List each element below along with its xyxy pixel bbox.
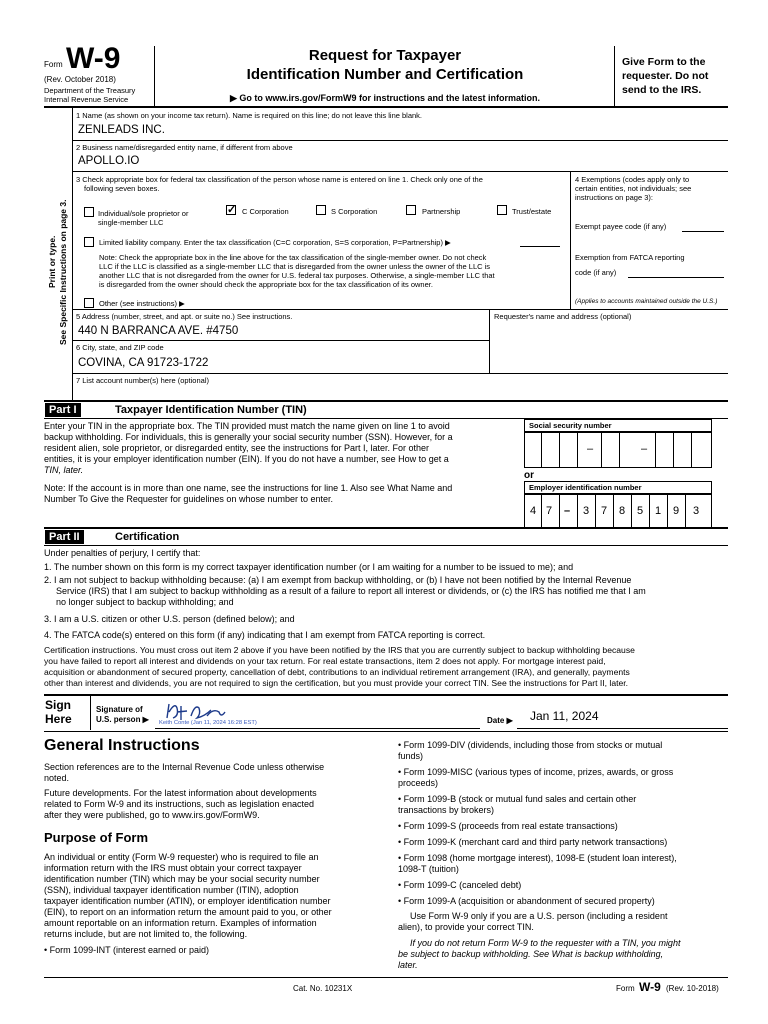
purpose-6: (EIN), to report on an information return the amount paid to you, or other	[44, 907, 332, 917]
cert-item-2b: Service (IRS) that I am subject to backup withholding as a result of a failure to report all interest or dividends, or (c) the IRS has notified me that I am	[56, 586, 646, 596]
cert-instructions-2: you have failed to report all interest and dividends on your tax return. For real estate transactions, item 2 does not apply. For mortgage interest paid,	[44, 656, 606, 666]
signature-field[interactable]	[155, 698, 285, 728]
bullet-1098-a: • Form 1098 (home mortgage interest), 1098-E (student loan interest),	[398, 853, 677, 863]
checkmark-icon: ✓	[227, 204, 237, 216]
line1-name-field[interactable]: ZENLEADS INC.	[78, 124, 165, 136]
cert-instructions-4: other than interest and dividends, you are not required to sign the certification, but you must provide your correct TIN. See the instructions for Part II, later.	[44, 678, 629, 688]
see-specific-instructions: See Specific Instructions on page 3.	[58, 199, 68, 345]
or-label: or	[524, 470, 534, 481]
date-field[interactable]: Jan 11, 2024	[530, 709, 599, 723]
trust-label: Trust/estate	[512, 207, 552, 216]
bullet-1099-div-a: • Form 1099-DIV (dividends, including those from stocks or mutual	[398, 740, 663, 750]
individual-label-b: single-member LLC	[98, 218, 164, 227]
print-or-type: Print or type.	[47, 235, 57, 288]
line6-label: 6 City, state, and ZIP code	[76, 343, 164, 352]
signature-caption: Keith Conte (Jan 11, 2024 16:28 EST)	[159, 720, 257, 726]
ein-digit: 1	[654, 505, 662, 517]
bullet-1099-misc-a: • Form 1099-MISC (various types of income, prizes, awards, or gross	[398, 767, 674, 777]
address-field[interactable]: 440 N BARRANCA AVE. #4750	[78, 325, 239, 337]
cert-item-4: 4. The FATCA code(s) entered on this form (if any) indicating that I am exempt from FATCA reporting is correct.	[44, 630, 486, 640]
fatca-applies-note: (Applies to accounts maintained outside the U.S.)	[575, 298, 718, 305]
bullet-1099-a: • Form 1099-A (acquisition or abandonment of secured property)	[398, 896, 655, 906]
partnership-checkbox[interactable]	[406, 205, 416, 215]
part1-para-3: resident alien, sole proprietor, or disregarded entity, see the instructions for Part I, later. For other	[44, 443, 430, 453]
general-instructions-heading: General Instructions	[44, 737, 200, 754]
ein-digit: 3	[692, 505, 700, 517]
footer-form-word: Form	[616, 984, 635, 993]
line2-label: 2 Business name/disregarded entity name, if different from above	[76, 143, 293, 152]
line1-label: 1 Name (as shown on your income tax return). Name is required on this line; do not leave this line blank.	[76, 111, 423, 120]
exempt-payee-field[interactable]	[682, 231, 724, 232]
part1-note-1: Note: If the account is in more than one name, see the instructions for line 1. Also see What Name and	[44, 483, 453, 493]
sign-label: Sign	[45, 698, 71, 712]
llc-note-2: LLC if the LLC is classified as a single-member LLC that is disregarded from the owner unless the owner of the LLC is	[99, 262, 491, 271]
title-line1: Request for Taxpayer	[308, 47, 462, 64]
cert-item-3: 3. I am a U.S. citizen or other U.S. person (defined below); and	[44, 614, 295, 624]
line5-label: 5 Address (number, street, and apt. or suite no.) See instructions.	[76, 312, 293, 321]
cert-item-1: 1. The number shown on this form is my correct taxpayer identification number (or I am waiting for a number to be issued to me); and	[44, 562, 574, 572]
ssn-dash-2: –	[641, 443, 648, 455]
fatca-label-1: Exemption from FATCA reporting	[575, 253, 685, 262]
footer-revision: (Rev. 10-2018)	[666, 984, 719, 993]
ein-field[interactable]	[524, 494, 712, 528]
ein-digit: 8	[618, 505, 626, 517]
exemptions-label-2: certain entities, not individuals; see	[575, 184, 692, 193]
part1-title: Taxpayer Identification Number (TIN)	[115, 404, 307, 416]
exemptions-label-1: 4 Exemptions (codes apply only to	[575, 175, 690, 184]
fatca-code-field[interactable]	[628, 277, 724, 278]
ein-digit: 9	[672, 505, 680, 517]
signature-label-2: U.S. person ▶	[96, 715, 149, 724]
part1-para-5: TIN, later.	[44, 465, 84, 475]
llc-classification-field[interactable]	[520, 246, 560, 247]
purpose-5: taxpayer identification number (ATIN), or employer identification number	[44, 896, 331, 906]
ein-digit: 3	[582, 505, 590, 517]
cert-item-2c: no longer subject to backup withholding; and	[56, 597, 234, 607]
part1-tag: Part I	[45, 403, 81, 417]
footer-form-number: W-9	[639, 980, 661, 994]
title-line2: Identification Number and Certification	[246, 66, 524, 83]
ssn-field[interactable]	[524, 432, 712, 468]
ein-digit: 4	[529, 505, 537, 517]
bullet-1099-misc-b: proceeds)	[398, 778, 439, 788]
purpose-4: (SSN), individual taxpayer identification number (ITIN), adoption	[44, 885, 299, 895]
other-checkbox[interactable]	[84, 298, 94, 308]
gen-para-1a: Section references are to the Internal Revenue Code unless otherwise	[44, 762, 325, 772]
backup-note-b: be subject to backup withholding. See What is backup withholding,	[398, 949, 664, 959]
give-form-notice: Give Form to the requester. Do not send to the IRS.	[622, 56, 709, 96]
form-word: Form	[44, 60, 63, 69]
bullet-1099-s: • Form 1099-S (proceeds from real estate transactions)	[398, 821, 618, 831]
cert-item-2a: 2. I am not subject to backup withholding because: (a) I am exempt from backup withholding, or (b) I have not been notified by the Internal Revenue	[44, 575, 632, 585]
purpose-1: An individual or entity (Form W-9 requester) who is required to file an	[44, 852, 319, 862]
purpose-3: identification number (TIN) which may be your social security number	[44, 874, 320, 884]
part1-para-1: Enter your TIN in the appropriate box. The TIN provided must match the name given on line 1 to avoid	[44, 421, 450, 431]
line3-label-a: 3 Check appropriate box for federal tax classification of the person whose name is entered on line 1. Check only one of the	[76, 175, 483, 184]
fatca-label-2: code (if any)	[575, 268, 617, 277]
ein-digit: 5	[636, 505, 644, 517]
date-label: Date ▶	[487, 716, 513, 725]
partnership-label: Partnership	[422, 207, 461, 216]
part1-note-2: Number To Give the Requester for guidelines on whose number to enter.	[44, 494, 333, 504]
llc-label: Limited liability company. Enter the tax classification (C=C corporation, S=S corporation, P=Partnership) ▶	[99, 238, 451, 247]
bullet-1099-k: • Form 1099-K (merchant card and third party network transactions)	[398, 837, 668, 847]
trust-checkbox[interactable]	[497, 205, 507, 215]
purpose-heading: Purpose of Form	[44, 830, 149, 845]
requester-label: Requester's name and address (optional)	[494, 312, 632, 321]
ein-label-box	[524, 481, 712, 494]
signature-label-1: Signature of	[96, 705, 143, 714]
bullet-1098-b: 1098-T (tuition)	[398, 864, 459, 874]
use-w9-b: alien), to provide your correct TIN.	[398, 922, 534, 932]
ssn-label: Social security number	[529, 421, 612, 430]
backup-note-c: later.	[398, 960, 418, 970]
future-dev-3: after they were published, go to www.irs.gov/FormW9.	[44, 810, 260, 820]
dept-line2: Internal Revenue Service	[44, 95, 129, 104]
form-number: W-9	[66, 42, 121, 75]
catalog-number: Cat. No. 10231X	[293, 984, 353, 993]
bullet-1099-b-b: transactions by brokers)	[398, 805, 495, 815]
individual-label-a: Individual/sole proprietor or	[98, 209, 189, 218]
purpose-2: information return with the IRS must obtain your correct taxpayer	[44, 863, 302, 873]
s-corp-label: S Corporation	[331, 207, 378, 216]
bullet-1099-c: • Form 1099-C (canceled debt)	[398, 880, 522, 890]
ein-digit: 7	[600, 505, 608, 517]
purpose-7: amount reportable on an information return. Examples of information	[44, 918, 317, 928]
llc-note-1: Note: Check the appropriate box in the line above for the tax classification of the single-member owner. Do not check	[99, 253, 487, 262]
bullet-1099-b-a: • Form 1099-B (stock or mutual fund sales and certain other	[398, 794, 637, 804]
dept-line1: Department of the Treasury	[44, 86, 136, 95]
city-state-zip-field[interactable]: COVINA, CA 91723-1722	[78, 357, 209, 369]
ssn-label-box	[524, 419, 712, 432]
purpose-8: returns include, but are not limited to, the following.	[44, 929, 248, 939]
c-corp-checkbox[interactable]	[226, 205, 236, 215]
future-dev-1: Future developments. For the latest information about developments	[44, 788, 317, 798]
c-corp-label: C Corporation	[242, 207, 289, 216]
llc-note-3: another LLC that is not disregarded from the owner for U.S. federal tax purposes. Otherwise, a single-member LLC that	[99, 271, 495, 280]
form-revision: (Rev. October 2018)	[44, 75, 116, 84]
gen-para-1b: noted.	[44, 773, 70, 783]
cert-instructions-3: acquisition or abandonment of secured property, cancellation of debt, contributions to an individual retirement arrangement (IRA), and generally, payments	[44, 667, 630, 677]
ein-label: Employer identification number	[529, 483, 642, 492]
part1-para-2: backup withholding. For individuals, this is generally your social security number (SSN). However, for a	[44, 432, 453, 442]
cert-intro: Under penalties of perjury, I certify that:	[44, 548, 201, 558]
bullet-1099-int: • Form 1099-INT (interest earned or paid)	[44, 945, 210, 955]
ein-digit: 7	[545, 505, 553, 517]
use-w9-a: Use Form W-9 only if you are a U.S. person (including a resident	[410, 911, 668, 921]
line7-label: 7 List account number(s) here (optional)	[76, 376, 209, 385]
cert-instructions-1: Certification instructions. You must cross out item 2 above if you have been notified by the IRS that you are currently subject to backup withholding because	[44, 645, 635, 655]
other-label: Other (see instructions) ▶	[99, 299, 185, 308]
goto-instructions: ▶ Go to www.irs.gov/FormW9 for instructions and the latest information.	[229, 93, 541, 103]
here-label: Here	[45, 712, 72, 726]
line3-label-b: following seven boxes.	[84, 184, 160, 193]
ein-dash: –	[564, 505, 571, 517]
backup-note-a: If you do not return Form W-9 to the requester with a TIN, you might	[410, 938, 681, 948]
future-dev-2: related to Form W-9 and its instructions, such as legislation enacted	[44, 799, 314, 809]
part1-para-4: entities, it is your employer identification number (EIN). If you do not have a number, see How to get a	[44, 454, 449, 464]
ssn-dash-1: –	[587, 443, 594, 455]
part2-tag: Part II	[45, 530, 84, 544]
llc-note-4: is disregarded from the owner should check the appropriate box for the tax classification of its owner.	[99, 280, 433, 289]
llc-checkbox[interactable]	[84, 237, 94, 247]
bullet-1099-div-b: funds)	[398, 751, 424, 761]
exempt-payee-label: Exempt payee code (if any)	[575, 222, 667, 231]
part2-title: Certification	[115, 531, 180, 543]
individual-checkbox[interactable]	[84, 207, 94, 217]
s-corp-checkbox[interactable]	[316, 205, 326, 215]
exemptions-label-3: instructions on page 3):	[575, 193, 653, 202]
line2-business-name-field[interactable]: APOLLO.IO	[78, 155, 140, 167]
